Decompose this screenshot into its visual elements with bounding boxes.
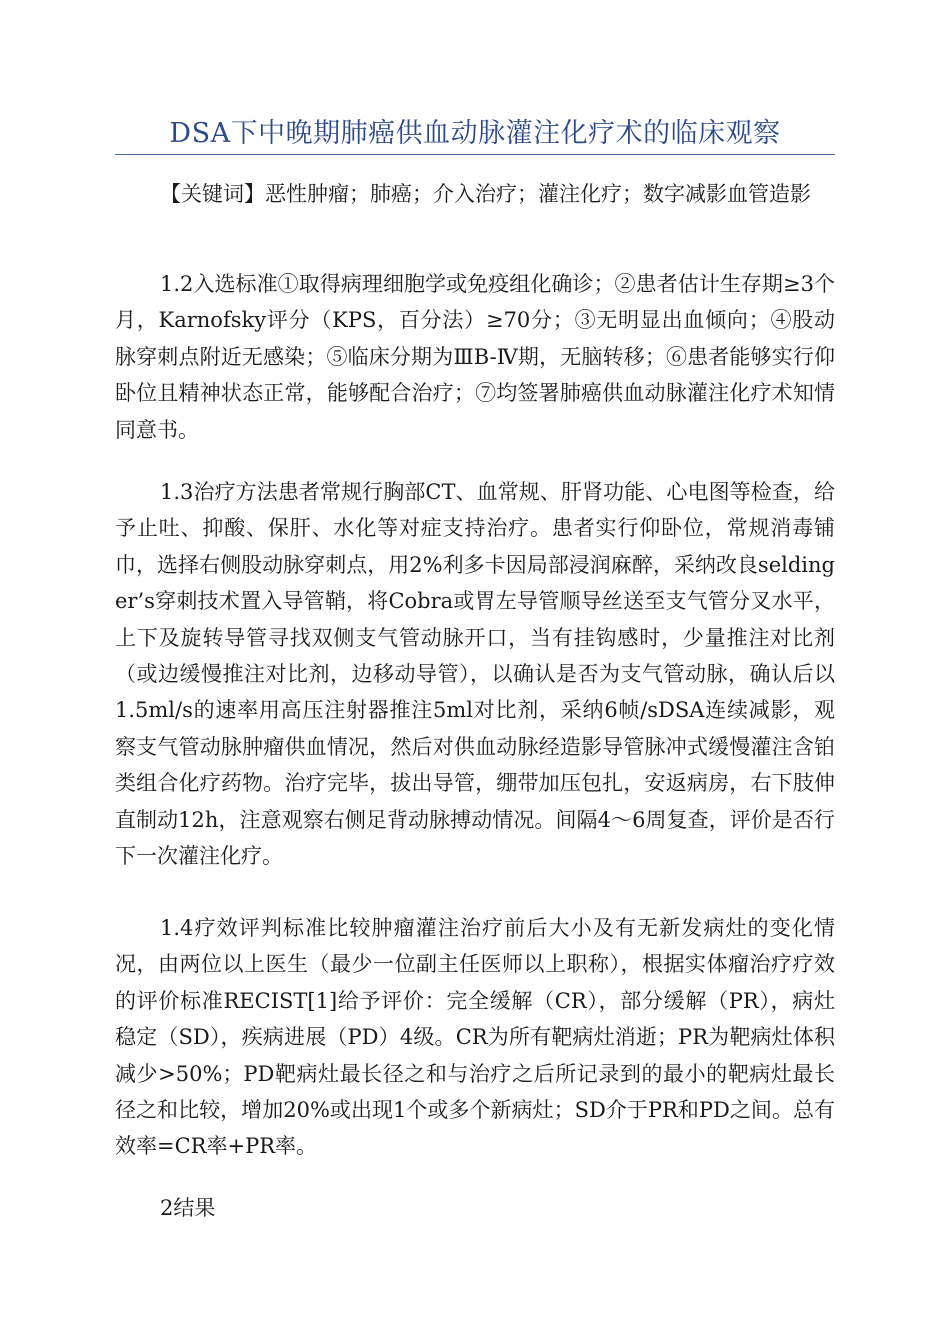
page-title: DSA下中晚期肺癌供血动脉灌注化疗术的临床观察 xyxy=(169,118,781,149)
results-heading: 2结果 xyxy=(160,1196,216,1220)
keywords-paragraph: 【关键词】恶性肿瘤；肺癌；介入治疗；灌注化疗；数字减影血管造影 xyxy=(160,182,811,206)
title-underline xyxy=(115,154,835,155)
efficacy-criteria-paragraph: 1.4疗效评判标准比较肿瘤灌注治疗前后大小及有无新发病灶的变化情况，由两位以上医生（最少一位副主任医师以上职称），根据实体瘤治疗疗效的评价标准RECIST[1]给予评价：完全缓解（CR），部分缓解（PR），病灶稳定（SD），疾病进展（PD）4级。CR为所有靶病灶消逝；PR为靶病灶体积减少>50%；PD靶病灶最长径之和与治疗之后所记录到的最小的靶病灶最长径之和比较，增加20%或出现1个或多个新病灶；SD介于PR和PD之间。总有效率=CR率+PR率。 xyxy=(115,916,835,1159)
treatment-method-paragraph: 1.3治疗方法患者常规行胸部CT、血常规、肝肾功能、心电图等检查，给予止吐、抑酸、保肝、水化等对症支持治疗。患者实行仰卧位，常规消毒铺巾，选择右侧股动脉穿刺点，用2%利多卡因局部浸润麻醉，采纳改良seldinger’s穿刺技术置入导管鞘，将Cobra或胃左导管顺导丝送至支气管分叉水平，上下及旋转导管寻找双侧支气管动脉开口，当有挂钩感时，少量推注对比剂（或边缓慢推注对比剂，边移动导管），以确认是否为支气管动脉，确认后以1.5ml/s的速率用高压注射器推注5ml对比剂，采纳6帧/sDSA连续减影，观察支气管动脉肿瘤供血情况，然后对供血动脉经造影导管脉冲式缓慢灌注含铂类组合化疗药物。治疗完毕，拔出导管，绷带加压包扎，安返病房，右下肢伸直制动12h，注意观察右侧足背动脉搏动情况。间隔4～6周复查，评价是否行下一次灌注化疗。 xyxy=(115,480,835,869)
inclusion-criteria-paragraph: 1.2入选标准①取得病理细胞学或免疫组化确诊；②患者估计生存期≥3个月，Karnofsky评分（KPS，百分法）≥70分；③无明显出血倾向；④股动脉穿刺点附近无感染；⑤临床分期为ⅢB-Ⅳ期，无脑转移；⑥患者能够实行仰卧位且精神状态正常，能够配合治疗；⑦均签署肺癌供血动脉灌注化疗术知情同意书。 xyxy=(115,272,835,442)
